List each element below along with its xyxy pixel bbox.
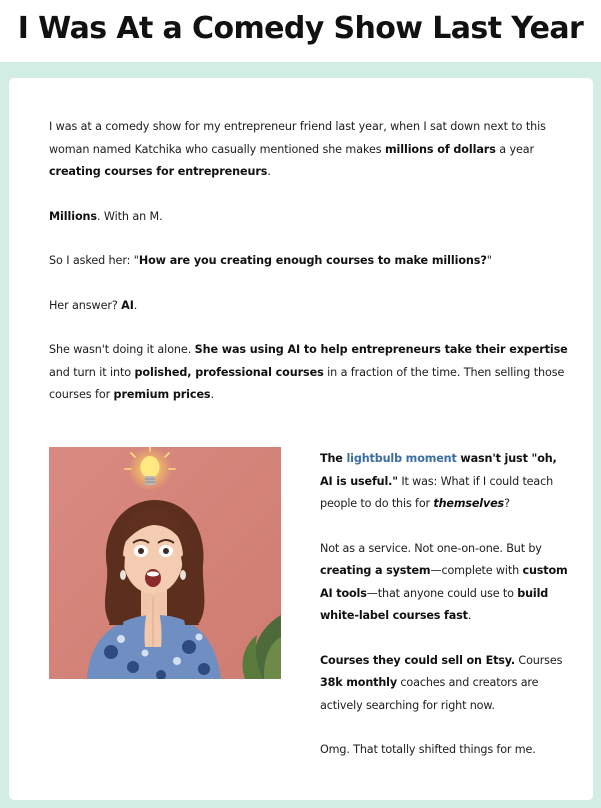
explanation-text: .: [210, 388, 214, 401]
etsy-paragraph: [320, 650, 570, 718]
question-text: ": [486, 254, 492, 267]
etsy-emphasis: Courses they could sell on Etsy.: [320, 653, 516, 667]
system-text: —that anyone could use to: [366, 586, 518, 600]
answer-paragraph: [49, 295, 569, 318]
explanation-text: and turn it into: [49, 365, 135, 379]
closing-text: Omg. That totally shifted things for me.: [320, 743, 536, 756]
lightbulb-italic: themselves: [433, 497, 505, 510]
explanation-text: She wasn't doing it alone.: [49, 343, 195, 356]
lightbulb-paragraph: [320, 448, 570, 516]
etsy-text: coaches and creators are actively searching for right now.: [320, 676, 539, 712]
millions-paragraph: [49, 206, 569, 229]
explanation-emphasis: She was using AI to help entrepreneurs take their expertise: [194, 343, 568, 356]
millions-text: . With an M.: [96, 209, 163, 223]
system-text: .: [467, 609, 472, 622]
millions-emphasis: Millions: [49, 209, 97, 223]
intro-text: .: [267, 165, 271, 178]
answer-emphasis: AI: [121, 298, 134, 312]
answer-text: Her answer?: [49, 298, 122, 312]
system-paragraph: [320, 538, 570, 628]
intro-paragraph: [49, 116, 569, 184]
etsy-text: Courses: [515, 653, 563, 667]
question-emphasis: How are you creating enough courses to make millions?: [138, 254, 487, 267]
intro-emphasis: creating courses for entrepreneurs: [49, 165, 268, 178]
lightbulb-text: It was: What if I could teach people to do this for: [320, 474, 554, 510]
lightbulb-emphasis: The: [320, 452, 347, 465]
lightbulb-accent: lightbulb moment: [346, 452, 457, 465]
system-text: —complete with: [430, 564, 523, 577]
photo-illustration: [49, 447, 281, 679]
intro-text: a year: [495, 142, 535, 156]
page-title: I Was At a Comedy Show Last Year: [17, 11, 584, 46]
system-text: Not as a service. Not one-on-one. But by: [320, 541, 542, 555]
lightbulb-emphasis: wasn't just "oh, AI is useful.": [320, 452, 557, 488]
explanation-emphasis: premium prices: [113, 388, 211, 401]
lightbulb-text: ?: [504, 497, 510, 510]
question-text: So I asked her: ": [49, 254, 139, 267]
explanation-text: in a fraction of the time. Then selling those courses for: [49, 365, 565, 401]
system-emphasis: creating a system: [320, 564, 431, 577]
answer-text: .: [133, 298, 138, 312]
explanation-paragraph: [49, 339, 569, 407]
system-emphasis: custom AI tools: [320, 564, 568, 600]
closing-paragraph: [320, 739, 570, 762]
explanation-emphasis: polished, professional courses: [134, 365, 324, 379]
system-emphasis: build white-label courses fast: [320, 586, 549, 622]
intro-section: [49, 116, 569, 429]
etsy-emphasis: 38k monthly: [320, 676, 398, 689]
content-card: [9, 78, 593, 800]
surprised-woman-photo: [49, 447, 281, 679]
intro-emphasis: millions of dollars: [384, 142, 496, 156]
side-column: [320, 448, 570, 784]
question-paragraph: [49, 250, 569, 273]
intro-text: I was at a comedy show for my entrepreneur friend last year, when I sat down next to this woman named Katchika who casually mentioned she makes: [49, 120, 546, 156]
